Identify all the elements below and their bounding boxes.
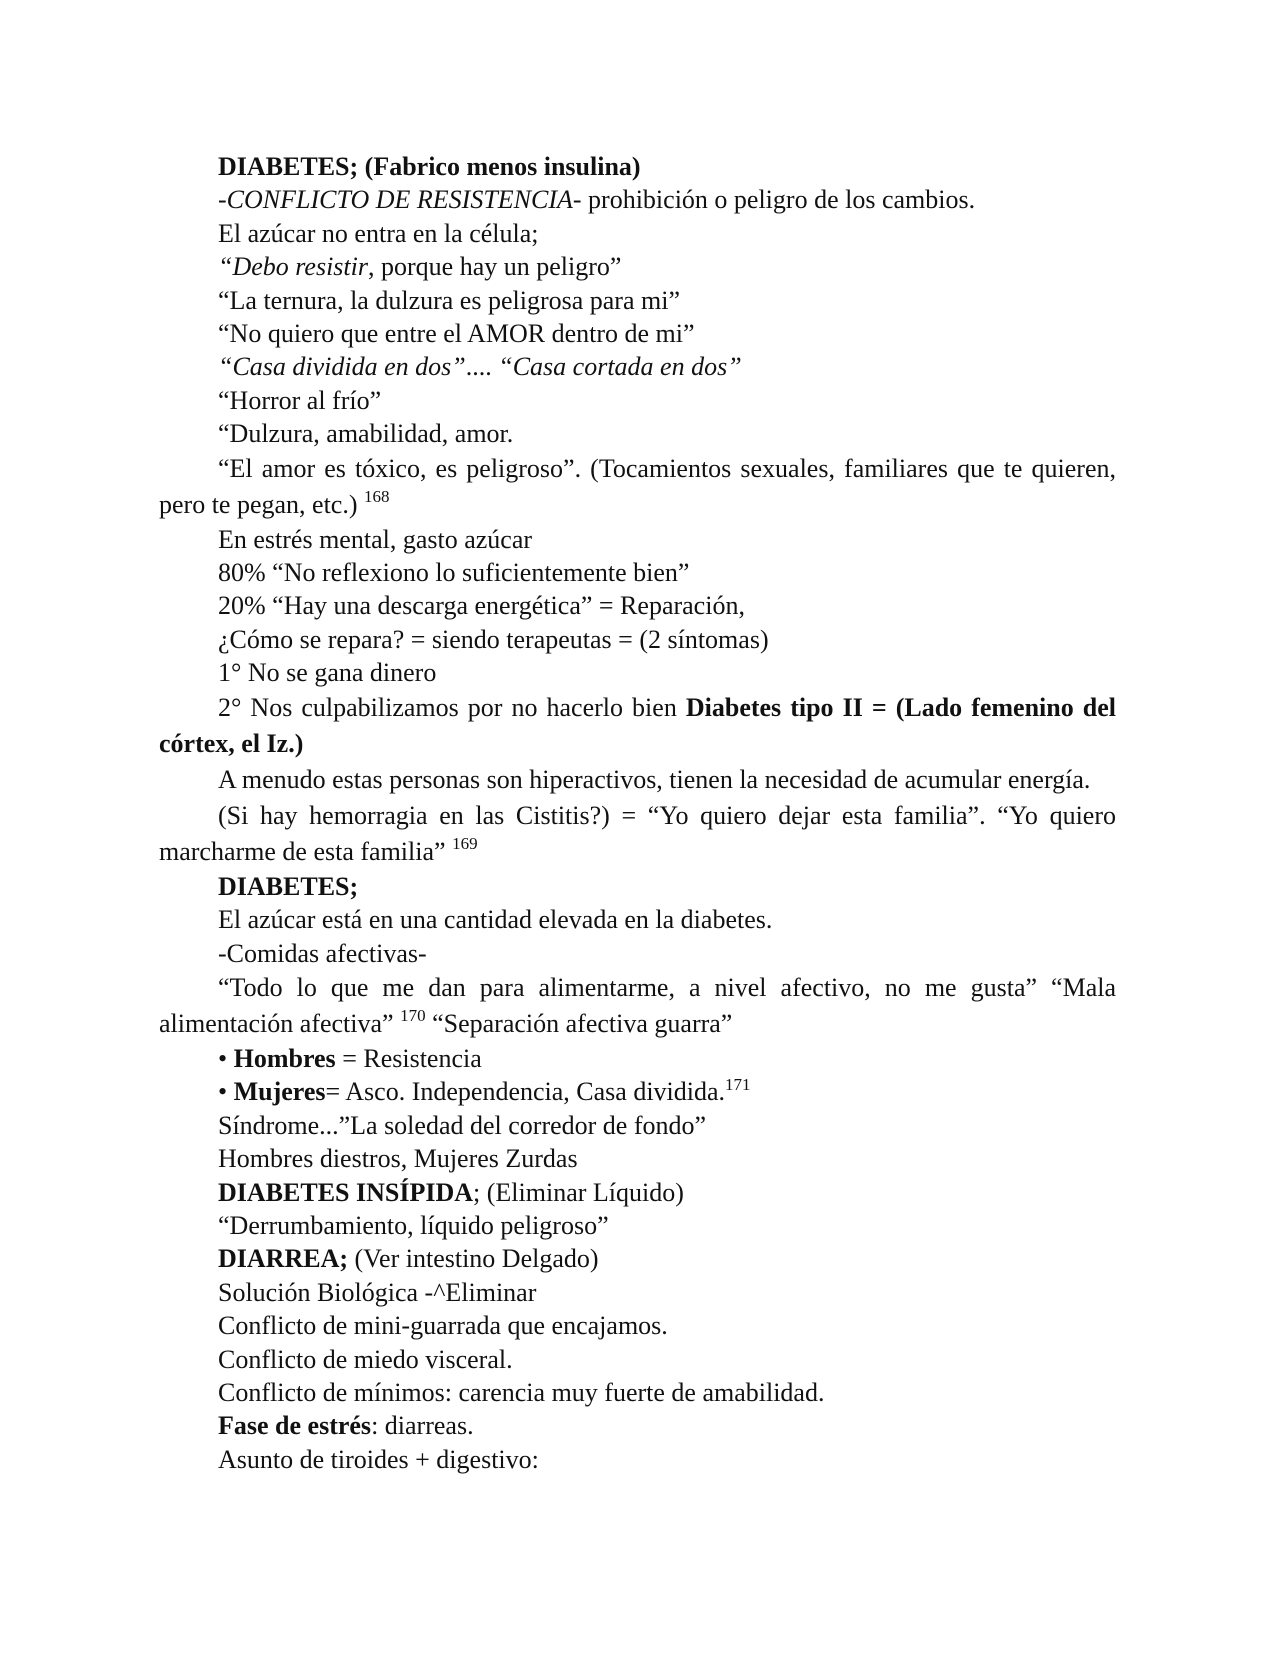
paragraph	[159, 762, 1116, 798]
paragraph	[159, 1276, 1116, 1309]
text-run: 2° Nos culpabilizamos por no hacerlo bien	[218, 692, 686, 722]
text-run: El azúcar está en una cantidad elevada en la diabetes.	[218, 905, 773, 935]
text-run: = Asco. Independencia, Casa dividida.	[325, 1077, 726, 1107]
text-run: -	[218, 185, 227, 215]
paragraph	[159, 1042, 1116, 1075]
text-run: : diarreas.	[371, 1411, 474, 1441]
footnote-ref: 171	[725, 1074, 751, 1094]
text-run: Mujeres	[233, 1077, 326, 1107]
paragraph	[159, 623, 1116, 656]
footnote-ref: 168	[364, 487, 390, 506]
paragraph	[159, 150, 1116, 183]
paragraph	[159, 656, 1116, 689]
text-run: Conflicto de mínimos: carencia muy fuerte de amabilidad.	[218, 1377, 825, 1407]
paragraph	[159, 250, 1116, 283]
text-run: CONFLICTO DE RESISTENCIA	[226, 185, 573, 215]
text-run: Síndrome...”La soledad del corredor de fondo”	[218, 1110, 707, 1140]
paragraph	[159, 1209, 1116, 1242]
text-run: , porque hay un peligro”	[368, 252, 622, 282]
text-run: Hombres diestros, Mujeres Zurdas	[218, 1144, 578, 1174]
text-run: DIABETES INSÍPIDA	[218, 1177, 474, 1207]
text-run: ¿Cómo se repara? = siendo terapeutas = (2 síntomas)	[218, 624, 769, 654]
text-run: •	[218, 1077, 234, 1107]
text-run: Asunto de tiroides + digestivo:	[218, 1444, 539, 1474]
text-run: “Separación afectiva guarra”	[425, 1008, 733, 1038]
paragraph	[159, 384, 1116, 417]
text-run: “Horror al frío”	[218, 385, 382, 415]
paragraph	[159, 970, 1116, 1042]
text-run: Diabetes tipo II = (Lado femenino del córtex, el Iz.)	[159, 692, 1116, 758]
footnote-ref: 169	[452, 834, 478, 854]
text-run: Hombres	[233, 1043, 336, 1073]
text-run: El azúcar no entra en la célula;	[218, 218, 539, 248]
text-run: Solución Biológica -^Eliminar	[218, 1277, 537, 1307]
paragraph	[159, 589, 1116, 622]
text-run: A menudo estas personas son hiperactivos, tienen la necesidad de acumular energía.	[218, 764, 1091, 794]
document-body	[159, 150, 1116, 1476]
text-run: “No quiero que entre el AMOR dentro de mi”	[218, 319, 695, 349]
paragraph	[159, 1075, 1116, 1108]
paragraph	[159, 1376, 1116, 1409]
paragraph	[159, 284, 1116, 317]
paragraph	[159, 1242, 1116, 1275]
text-run: DIABETES;	[218, 871, 359, 901]
text-run: “Dulzura, amabilidad, amor.	[218, 419, 514, 449]
text-run: “La ternura, la dulzura es peligrosa para mi”	[218, 285, 680, 315]
paragraph	[159, 350, 1116, 383]
text-run: •	[218, 1043, 234, 1073]
paragraph	[159, 903, 1116, 936]
text-run: = Resistencia	[335, 1043, 482, 1073]
paragraph	[159, 317, 1116, 350]
text-run: ....	[465, 352, 492, 382]
paragraph	[159, 183, 1116, 216]
paragraph	[159, 217, 1116, 250]
paragraph	[159, 451, 1116, 523]
text-run: 20% “Hay una descarga energética” = Reparación,	[218, 591, 745, 621]
footnote-ref: 170	[400, 1006, 426, 1026]
paragraph	[159, 1309, 1116, 1342]
text-run: “Todo lo que me dan para alimentarme, a nivel afectivo, no me gusta” “Mala alimentación afectiva”	[159, 972, 1116, 1038]
text-run: En estrés mental, gasto azúcar	[218, 524, 533, 554]
paragraph	[159, 1176, 1116, 1209]
text-run: DIABETES; (Fabrico menos insulina)	[218, 152, 641, 181]
text-run: Conflicto de miedo visceral.	[218, 1344, 513, 1374]
paragraph	[159, 1343, 1116, 1376]
text-run: “Casa cortada en dos”	[491, 352, 742, 382]
paragraph	[159, 523, 1116, 556]
paragraph	[159, 1443, 1116, 1476]
text-run: DIARREA;	[218, 1244, 348, 1274]
paragraph	[159, 937, 1116, 970]
text-run: “Derrumbamiento, líquido peligroso”	[218, 1210, 609, 1240]
paragraph	[159, 1142, 1116, 1175]
text-run: (Ver intestino Delgado)	[348, 1244, 599, 1274]
paragraph	[159, 556, 1116, 589]
text-run: (Si hay hemorragia en las Cistitis?) = “Yo quiero dejar esta familia”. “Yo quiero marcharme de esta familia”	[159, 800, 1116, 866]
text-run: “Casa dividida en dos”	[218, 352, 466, 382]
paragraph	[159, 1409, 1116, 1442]
paragraph	[159, 1109, 1116, 1142]
text-run: - prohibición o peligro de los cambios.	[572, 185, 976, 215]
text-run: ; (Eliminar Líquido)	[473, 1177, 684, 1207]
text-run: -Comidas afectivas-	[218, 938, 427, 968]
text-run: 1° No se gana dinero	[218, 658, 437, 688]
paragraph	[159, 417, 1116, 450]
paragraph	[159, 870, 1116, 903]
text-run: “El amor es tóxico, es peligroso”. (Tocamientos sexuales, familiares que te quieren, pero te pegan, etc.)	[159, 453, 1116, 519]
text-run: “Debo resistir	[218, 252, 368, 282]
text-run: 80% “No reflexiono lo suficientemente bien”	[218, 558, 690, 588]
paragraph	[159, 690, 1116, 762]
paragraph	[159, 798, 1116, 870]
text-run: Conflicto de mini-guarrada que encajamos.	[218, 1311, 668, 1341]
text-run: Fase de estrés	[218, 1411, 372, 1441]
